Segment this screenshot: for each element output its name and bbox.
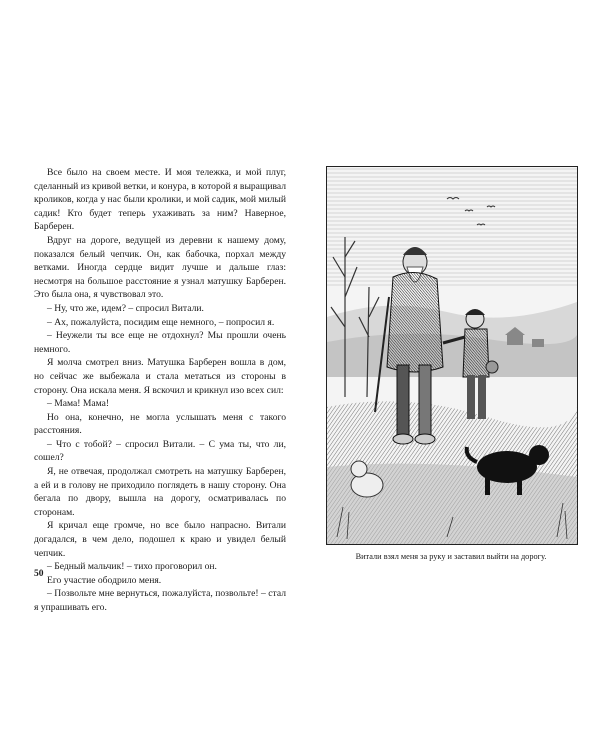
paragraph: – Неужели ты все еще не отдохнул? Мы прошли очень немного. [34,330,286,355]
paragraph: – Ах, пожалуйста, посидим еще немного, – попросил я. [47,316,275,328]
paragraph: – Что с тобой? – спросил Витали. – С ума ты, что ли, сошел? [34,438,286,464]
paragraph: – Ну, что же, идем? – спросил Витали. [47,302,204,314]
paragraph: Но она, конечно, не могла услышать меня с такого расстояния. [34,411,286,437]
paragraph: Вдруг на дороге, ведущей из деревни к нашему дому, показался белый чепчик. Он, как бабочка, порхал между ветками. Иногда сердце видит лучше и дальше глаз: несмотря на большое расстояние я узнал матушку Барберен. Это была она, я чувствовал это. [34,234,286,301]
paragraph: – Мама! Мама! [47,398,110,410]
paragraph: Его участие ободрило меня. [47,574,162,586]
engraving-illustration [326,166,578,545]
paragraph: Я кричал еще громче, но все было напрасно. Витали догадался, в чем дело, подошел к краю и увидел белый чепчик. [34,520,286,559]
page-number: 50 [34,569,44,579]
page-text-column [34,166,286,615]
paragraph: Все было на своем месте. И моя тележка, и мой плуг, сделанный из кривой ветки, и конура, в которой я выращивал кроликов, когда у нас были кролики, и мой садик, мой милый садик! Кто будет теперь ухаживать за ним? Наверное, Барберен. [34,167,286,233]
paragraph: – Позвольте мне вернуться, пожалуйста, позвольте! – стал я упрашивать его. [34,588,286,613]
illustration-caption: Витали взял меня за руку и заставил выйти на дорогу. [355,552,547,561]
paragraph: Я молча смотрел вниз. Матушка Барберен вошла в дом, но сейчас же выбежала и стала метаться из стороны в сторону. Она искала меня. Я вскочил и крикнул изо всех сил: [34,357,286,396]
paragraph: – Бедный мальчик! – тихо проговорил он. [47,561,217,573]
paragraph: Я, не отвечая, продолжал смотреть на матушку Барберен, а ей и в голову не приходило поглядеть в нашу сторону. Она бегала по двору, вышла на дорогу, осматривалась по сторонам. [34,466,286,518]
